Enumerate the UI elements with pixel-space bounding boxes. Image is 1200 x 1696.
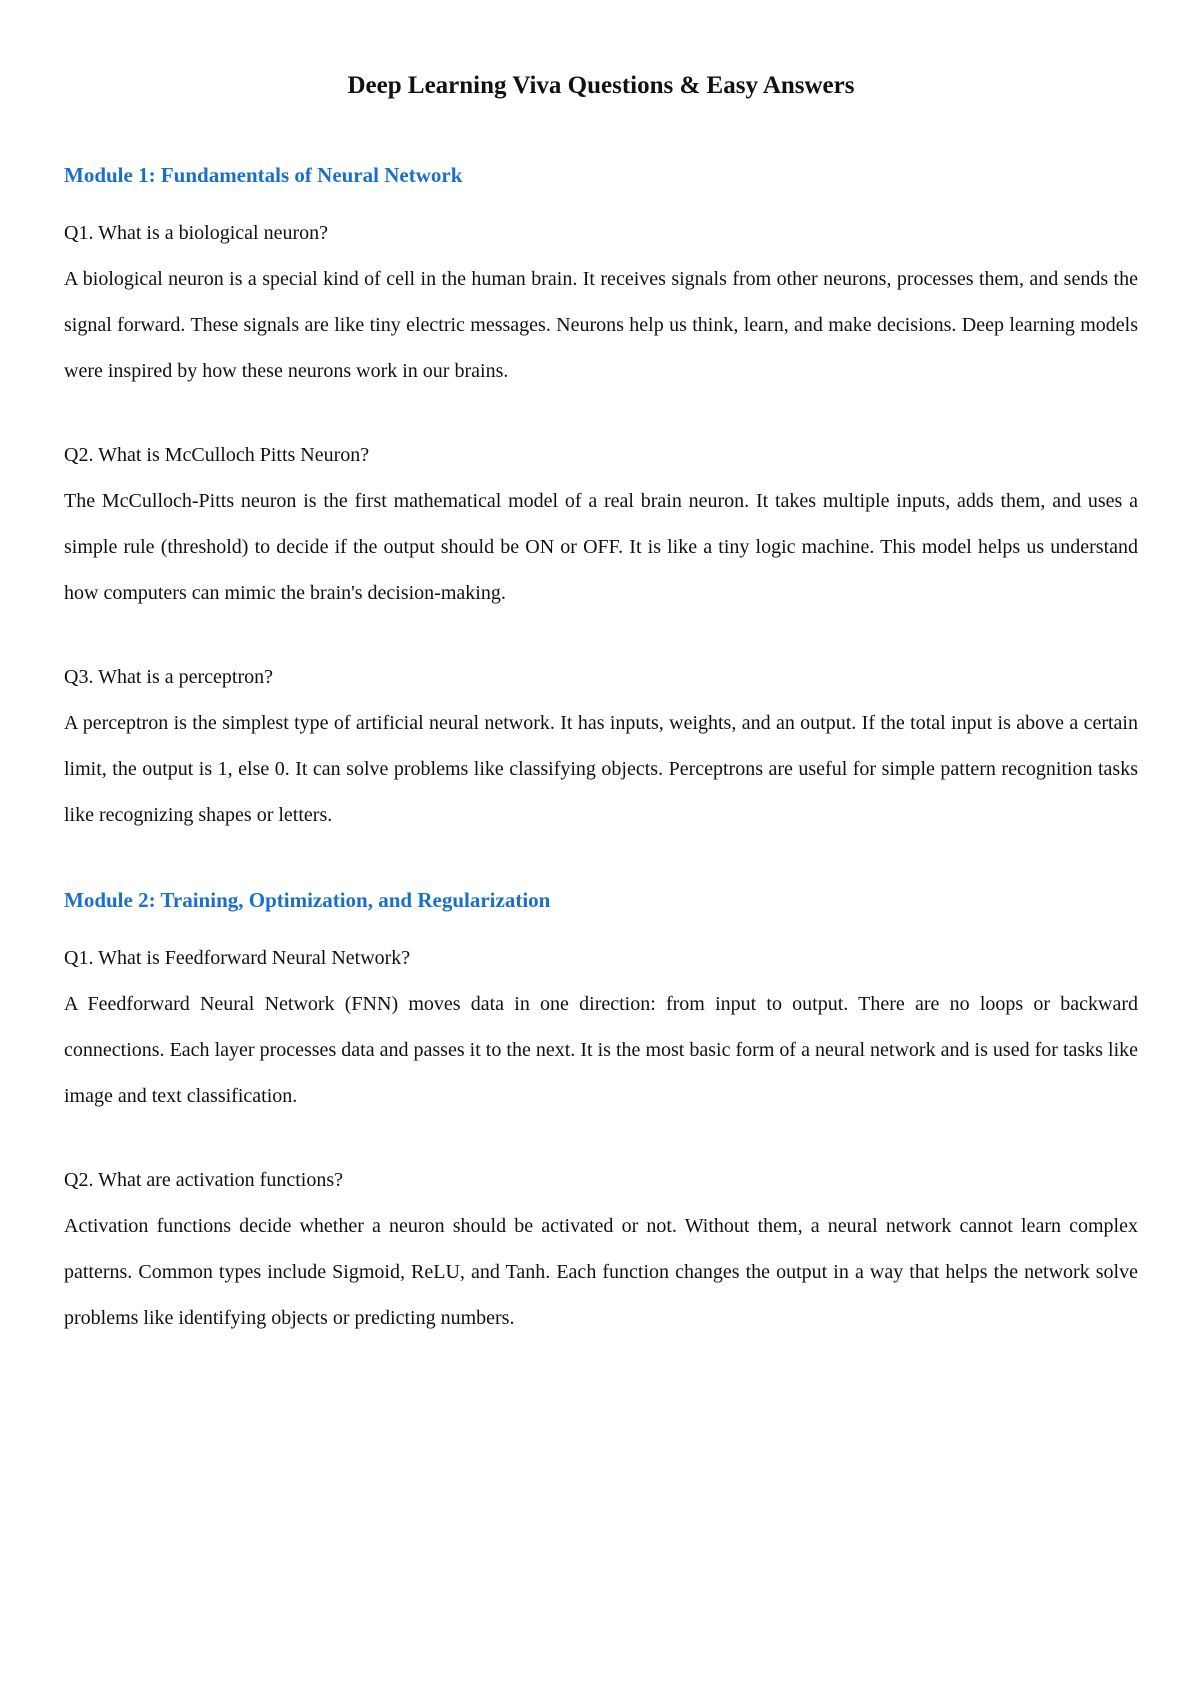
module-2-heading: Module 2: Training, Optimization, and Regularization xyxy=(64,888,551,912)
answer-text: A perceptron is the simplest type of artificial neural network. It has inputs, weights, and an output. If the total input is above a certain limit, the output is 1, else 0. It can solve problems like classifying objects. Perceptrons are useful for simple pattern recognition tasks like recognizing shapes or letters. xyxy=(64,712,1138,826)
module-1-qa-1 xyxy=(64,218,1138,394)
answer-text: A Feedforward Neural Network (FNN) moves data in one direction: from input to output. There are no loops or backward connections. Each layer processes data and passes it to the next. It is the most basic form of a neural network and is used for tasks like image and text classification. xyxy=(64,993,1138,1107)
module-1-qa-2 xyxy=(64,440,1138,616)
question-text: Q1. What is a biological neuron? xyxy=(64,222,329,244)
document-title: Deep Learning Viva Questions & Easy Answers xyxy=(347,72,855,99)
question-text: Q1. What is Feedforward Neural Network? xyxy=(64,947,411,969)
answer-text: The McCulloch-Pitts neuron is the first mathematical model of a real brain neuron. It takes multiple inputs, adds them, and uses a simple rule (threshold) to decide if the output should be ON or OFF. It is like a tiny logic machine. This model helps us understand how computers can mimic the brain's decision-making. xyxy=(64,490,1138,604)
module-1-qa-3 xyxy=(64,662,1138,838)
answer-text: A biological neuron is a special kind of cell in the human brain. It receives signals from other neurons, processes them, and sends the signal forward. These signals are like tiny electric messages. Neurons help us think, learn, and make decisions. Deep learning models were inspired by how these neurons work in our brains. xyxy=(64,268,1138,382)
question-text: Q3. What is a perceptron? xyxy=(64,666,273,688)
question-text: Q2. What is McCulloch Pitts Neuron? xyxy=(64,444,370,466)
module-1-heading: Module 1: Fundamentals of Neural Network xyxy=(64,163,463,187)
module-2-qa-2 xyxy=(64,1165,1138,1341)
question-text: Q2. What are activation functions? xyxy=(64,1169,343,1191)
answer-text: Activation functions decide whether a neuron should be activated or not. Without them, a neural network cannot learn complex patterns. Common types include Sigmoid, ReLU, and Tanh. Each function changes the output in a way that helps the network solve problems like identifying objects or predicting numbers. xyxy=(64,1215,1138,1329)
module-2-section xyxy=(64,885,1138,1341)
module-1-section xyxy=(64,160,1138,838)
module-2-qa-1 xyxy=(64,943,1138,1119)
